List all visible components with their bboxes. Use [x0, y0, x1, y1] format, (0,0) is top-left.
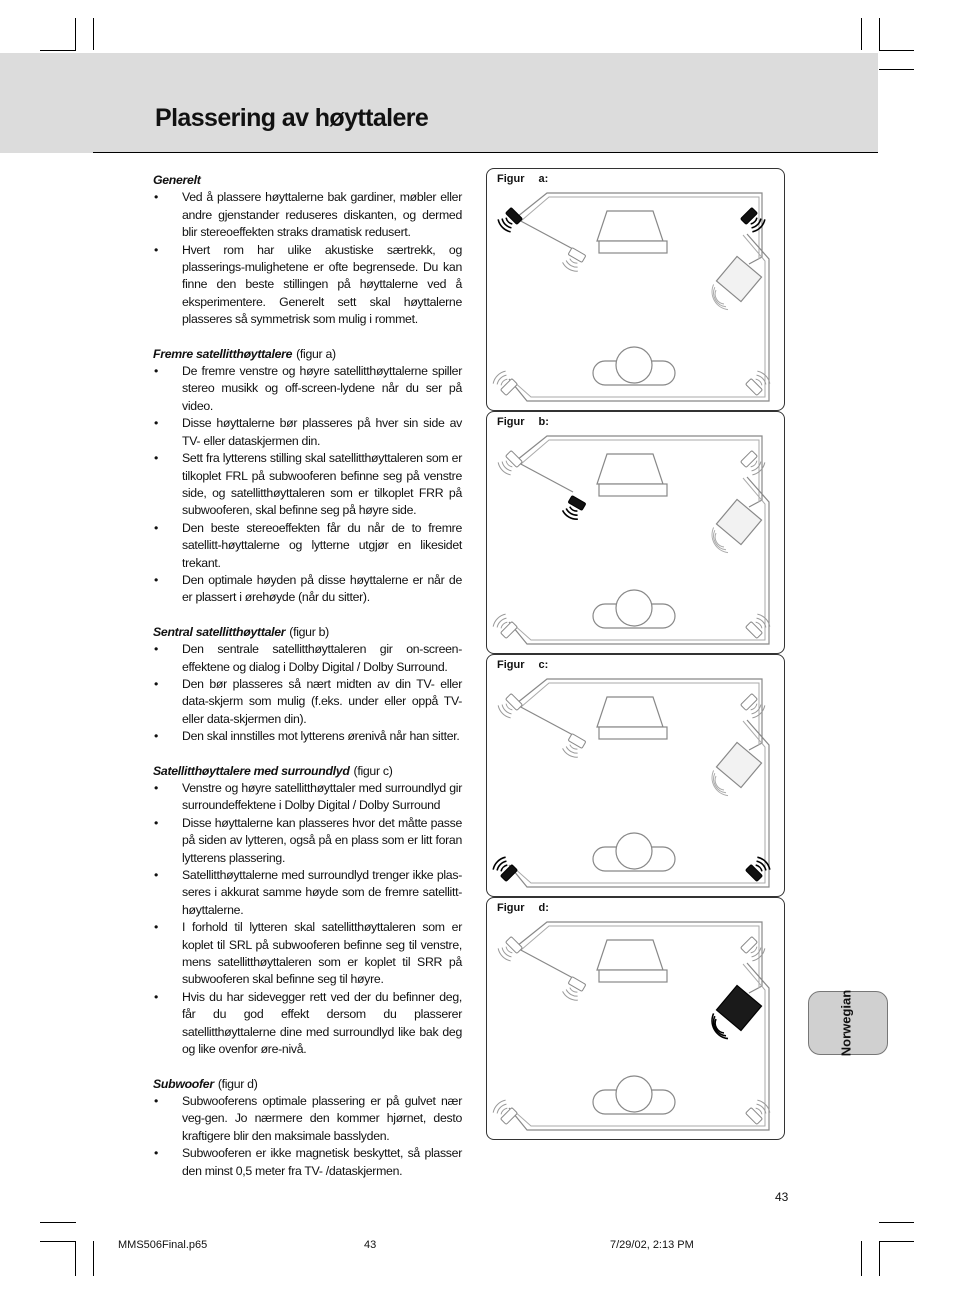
front-left-speaker	[496, 693, 523, 720]
center-speaker	[561, 247, 586, 273]
section	[153, 624, 462, 746]
figure-reference: (figur b)	[289, 624, 329, 639]
surround-left-speaker	[491, 369, 518, 396]
subwoofer	[716, 499, 761, 544]
crop-mark	[879, 50, 914, 51]
figure-label-letter: d:	[538, 902, 549, 914]
crop-mark	[879, 1241, 914, 1242]
front-right-speaker	[740, 207, 767, 234]
surround-left-speaker	[491, 1098, 518, 1125]
surround-left-speaker	[491, 855, 518, 882]
listener-head	[616, 1076, 652, 1112]
figure-a	[486, 168, 785, 411]
page-number: 43	[775, 1190, 789, 1204]
speaker-cable	[517, 462, 573, 492]
crop-mark	[879, 1241, 880, 1276]
figure-c	[486, 654, 785, 897]
crop-mark	[879, 18, 880, 50]
section-title: Sentral satellitthøyttaler	[153, 624, 286, 639]
section-title: Subwoofer	[153, 1076, 214, 1091]
figure-label-word: Figur	[497, 659, 525, 671]
speaker-cable	[517, 948, 573, 978]
tv-stand	[599, 970, 667, 982]
section	[153, 1076, 462, 1180]
section	[153, 346, 462, 607]
figure-reference: (figur a)	[296, 346, 336, 361]
page-title: Plassering av høyttalere	[155, 104, 429, 132]
figure-label-letter: a:	[538, 173, 549, 185]
room-diagram	[487, 898, 784, 1139]
figure-label-word: Figur	[497, 902, 525, 914]
tv-screen	[597, 940, 663, 970]
language-tab	[808, 991, 888, 1055]
center-speaker	[561, 976, 586, 1002]
figure-label-letter: b:	[538, 416, 549, 428]
center-speaker-wave	[561, 991, 578, 1002]
listener-head	[616, 347, 652, 383]
bullet-item: • Den sentrale satellitthøyttaleren gir on-screen-effektene og dialog i Dolby Digital / Dolby Surround.	[153, 641, 462, 676]
bullet-item: • Subwooferens optimale plassering er på gulvet nær veg-gen. Jo nærmere den kommer hjørnet, desto kraftigere blir den maksimale basslyden.	[153, 1093, 462, 1145]
section-heading	[153, 346, 462, 363]
center-speaker	[561, 495, 586, 521]
section-title: Generelt	[153, 173, 201, 187]
bullet-item: • Sett fra lytterens stilling skal satellitthøyttaleren som er tilkoplet FRL på subwooferen befinne seg på venstre side, og satellitthøyttaleren som er tilkoplet FRR på subwooferen, skal befinne seg på høyre side.	[153, 450, 462, 520]
tv-screen	[597, 697, 663, 727]
crop-mark	[861, 18, 862, 50]
text-column	[153, 172, 462, 1197]
subwoofer	[716, 985, 761, 1030]
center-speaker	[561, 733, 586, 759]
section-title: Satellitthøyttalere med surroundlyd	[153, 763, 350, 778]
crop-mark	[40, 1241, 76, 1242]
tv-screen	[597, 454, 663, 484]
surround-right-speaker	[745, 1098, 772, 1125]
figure-reference: (figur d)	[217, 1076, 258, 1091]
speaker-cable	[517, 219, 573, 249]
front-left-speaker	[496, 936, 523, 963]
footer-date: 7/29/02, 2:13 PM	[610, 1239, 694, 1251]
tv-stand	[599, 484, 667, 496]
header-band	[0, 53, 878, 153]
front-right-speaker	[740, 450, 767, 477]
crop-mark	[40, 1222, 76, 1223]
section-heading	[153, 624, 462, 641]
bullet-item: • Den bør plasseres så nært midten av din TV- eller data-skjerm som mulig (f.eks. under eller oppå TV- eller data-skjermen din).	[153, 676, 462, 728]
figure-label-word: Figur	[497, 416, 525, 428]
crop-mark	[40, 50, 76, 51]
footer-file: MMS506Final.p65	[118, 1239, 208, 1251]
surround-right-speaker	[745, 855, 772, 882]
speaker-cable	[517, 705, 573, 735]
bullet-item: • Den beste stereoeffekten får du når de to fremre satellitt-høyttalerne og lytterne utgjør en likesidet trekant.	[153, 520, 462, 572]
bullet-item: • Satellitthøyttalerne med surroundlyd trenger ikke plas-seres i akkurat samme høyde som de fremre satellitt-høyttalerne.	[153, 867, 462, 919]
crop-mark	[93, 1241, 94, 1276]
crop-mark	[93, 18, 94, 50]
front-right-speaker	[740, 936, 767, 963]
bullet-item: • Hvis du har sidevegger rett ved der du befinner deg, får du god effekt dersom du plasserer satellitthøyttalerne dine med surroundlyd like bak deg og like ovenfor øre-nivå.	[153, 989, 462, 1059]
surround-right-speaker	[745, 612, 772, 639]
section	[153, 172, 462, 329]
center-speaker-wave	[561, 748, 578, 759]
bullet-item: • Ved å plassere høyttalerne bak gardiner, møbler eller andre gjenstander reduseres diskanten, og dermed blir stereoeffekten straks dramatisk redusert.	[153, 189, 462, 241]
figure-reference: (figur c)	[353, 763, 393, 778]
tv-stand	[599, 241, 667, 253]
front-right-speaker	[740, 693, 767, 720]
figure-d	[486, 897, 785, 1140]
front-left-speaker	[496, 450, 523, 477]
surround-right-speaker	[745, 369, 772, 396]
subwoofer	[716, 742, 761, 787]
language-tab-label: Norwegian	[838, 989, 854, 1057]
center-speaker-wave	[561, 262, 578, 273]
section-title: Fremre satellitthøyttalere	[153, 346, 293, 361]
figure-label-word: Figur	[497, 173, 525, 185]
listener-head	[616, 590, 652, 626]
bullet-item: • Disse høyttalerne kan plasseres hvor det måtte passe på siden av lytteren, også på en plass som er litt foran lytterens plassering.	[153, 815, 462, 867]
crop-mark	[75, 1241, 76, 1276]
figure-b	[486, 411, 785, 654]
room-diagram	[487, 412, 784, 653]
bullet-item: • Hvert rom har ulike akustiske særtrekk, og plasserings-mulighetene er ofte begrensede. Du kan finne den beste stillingen på høyttalerne ved å eksperimentere. Generelt sett skal høyttalerne plasseres så symmetrisk som mulig i rommet.	[153, 242, 462, 329]
figure-label-letter: c:	[538, 659, 549, 671]
crop-mark	[75, 18, 76, 50]
section-heading	[153, 172, 462, 189]
crop-mark	[861, 1241, 862, 1276]
footer-page: 43	[364, 1239, 377, 1251]
bullet-item: • Den skal innstilles mot lytterens ørenivå når han sitter.	[153, 728, 462, 745]
room-diagram	[487, 169, 784, 410]
header-rule	[93, 152, 878, 153]
room-diagram	[487, 655, 784, 896]
bullet-item: • I forhold til lytteren skal satellitthøyttaleren som er koplet til SRL på subwooferen befinne seg til venstre, mens satellitthøyttaleren som er koplet til SRR på subwooferen skal befinne seg til høyre.	[153, 919, 462, 989]
section	[153, 763, 462, 1059]
listener-head	[616, 833, 652, 869]
tv-stand	[599, 727, 667, 739]
bullet-item: • Disse høyttalerne bør plasseres på hver sin side av TV- eller dataskjermen din.	[153, 415, 462, 450]
section-heading	[153, 1076, 462, 1093]
bullet-item: • Den optimale høyden på disse høyttalerne er når de er plassert i ørehøyde (når du sitter).	[153, 572, 462, 607]
subwoofer	[716, 256, 761, 301]
bullet-item: • Venstre og høyre satellitthøyttaler med surroundlyd gir surroundeffektene i Dolby Digital / Dolby Surround	[153, 780, 462, 815]
crop-mark	[879, 1222, 914, 1223]
bullet-item: • Subwooferen er ikke magnetisk beskyttet, så plasser den minst 0,5 meter fra TV- /dataskjermen.	[153, 1145, 462, 1180]
bullet-item: • De fremre venstre og høyre satellitthøyttalerne spiller stereo musikk og off-screen-lydene når du ser på video.	[153, 363, 462, 415]
front-left-speaker	[496, 207, 523, 234]
section-heading	[153, 763, 462, 780]
tv-screen	[597, 211, 663, 241]
surround-left-speaker	[491, 612, 518, 639]
crop-mark	[879, 69, 914, 70]
